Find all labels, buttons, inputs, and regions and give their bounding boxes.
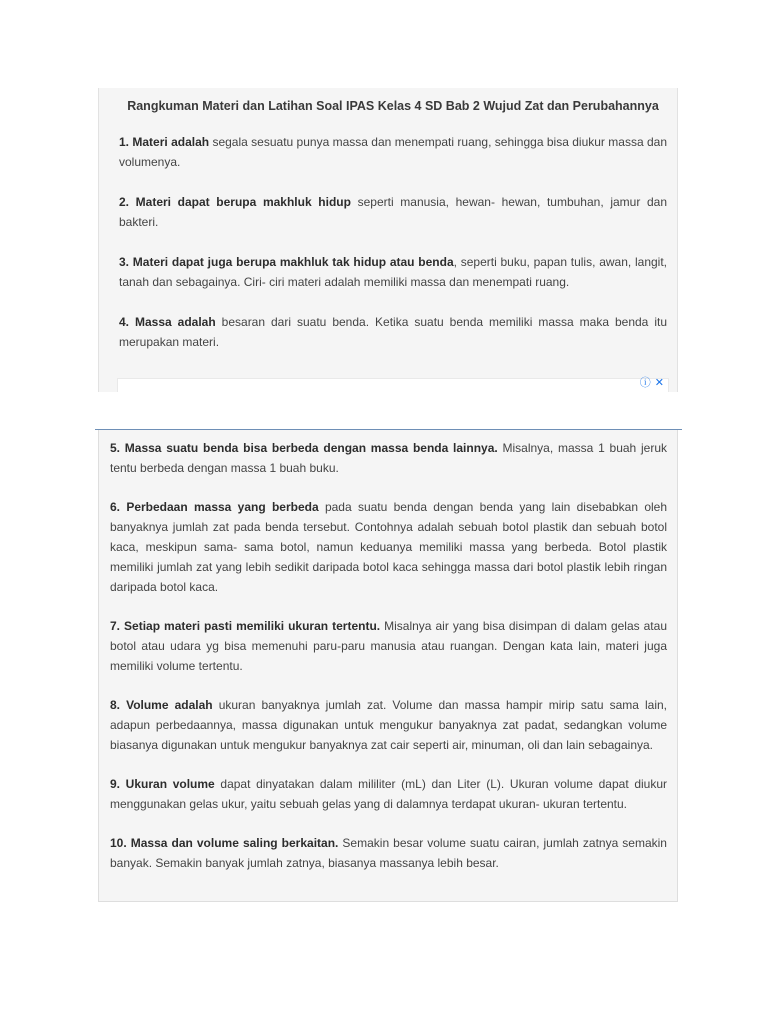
point-7 [110, 616, 667, 676]
point-4-bold: 4. Massa adalah [119, 315, 216, 329]
point-6-bold: 6. Perbedaan massa yang berbeda [110, 500, 319, 514]
point-7-bold: 7. Setiap materi pasti memiliki ukuran tertentu. [110, 619, 381, 633]
point-6 [110, 497, 667, 597]
point-1-bold: 1. Materi adalah [119, 135, 210, 149]
point-4 [119, 312, 667, 352]
point-5-bold: 5. Massa suatu benda bisa berbeda dengan massa benda lainnya. [110, 441, 498, 455]
article-card-bottom [98, 430, 678, 902]
point-8-text: ukuran banyaknya jumlah zat. Volume dan massa hampir mirip satu sama lain, adapun perbedaannya, massa digunakan untuk mengukur banyaknya zat padat, sedangkan volume biasanya digunakan untuk mengukur banyaknya zat cair seperti air, minuman, oli dan lain sebagainya. [110, 698, 667, 752]
point-8-bold: 8. Volume adalah [110, 698, 213, 712]
point-10-text: Semakin besar volume suatu cairan, jumlah zatnya semakin banyak. Semakin banyak jumlah zatnya, biasanya massanya lebih besar. [110, 836, 667, 870]
point-9-text: dapat dinyatakan dalam mililiter (mL) dan Liter (L). Ukuran volume dapat diukur menggunakan gelas ukur, yaitu sebuah gelas yang di dalamnya terdapat ukuran- ukuran tertentu. [110, 777, 668, 811]
point-3-bold: 3. Materi dapat juga berupa makhluk tak hidup atau benda [119, 255, 454, 269]
ad-banner[interactable] [117, 378, 669, 392]
point-10-bold: 10. Massa dan volume saling berkaitan. [110, 836, 339, 850]
ad-controls [636, 376, 664, 390]
point-6-text: pada suatu benda dengan benda yang lain disebabkan oleh banyaknya jumlah zat pada benda tersebut. Contohnya adalah sebuah botol plastik dan sebuah botol kaca, meskipun sama- sama botol, namun keduanya memiliki massa yang berbeda. Botol plastik memiliki jumlah zat yang lebih sedikit daripada botol kaca sehingga massa dari botol plastik lebih ringan daripada botol kaca. [110, 500, 668, 594]
point-2-bold: 2. Materi dapat berupa makhluk hidup [119, 195, 351, 209]
point-7-text: Misalnya air yang bisa disimpan di dalam gelas atau botol atau udara yg bisa memenuhi paru-paru manusia atau ruangan. Dengan kata lain, materi juga memiliki volume tertentu. [110, 619, 667, 673]
point-4-text: besaran dari suatu benda. Ketika suatu benda memiliki massa maka benda itu merupakan materi. [119, 315, 668, 349]
point-1-text: segala sesuatu punya massa dan menempati ruang, sehingga bisa diukur massa dan volumenya. [119, 135, 667, 169]
point-9-bold: 9. Ukuran volume [110, 777, 215, 791]
article-card-top [98, 88, 678, 392]
point-5-text: Misalnya, massa 1 buah jeruk tentu berbeda dengan massa 1 buah buku. [110, 441, 667, 475]
point-3-text: , seperti buku, papan tulis, awan, langit, tanah dan sebagainya. Ciri- ciri materi adalah memiliki massa dan menempati ruang. [119, 255, 668, 289]
point-1 [119, 132, 667, 172]
point-5 [110, 438, 667, 478]
article-title: Rangkuman Materi dan Latihan Soal IPAS Kelas 4 SD Bab 2 Wujud Zat dan Perubahannya [127, 99, 659, 113]
point-2 [119, 192, 667, 232]
point-2-text: seperti manusia, hewan- hewan, tumbuhan, jamur dan bakteri. [119, 195, 667, 229]
point-9 [110, 774, 667, 814]
point-3 [119, 252, 667, 292]
point-8 [110, 695, 667, 755]
ad-close-icon[interactable]: ✕ [654, 377, 664, 389]
point-10 [110, 833, 667, 873]
ad-info-icon[interactable]: ⓘ [639, 377, 651, 389]
